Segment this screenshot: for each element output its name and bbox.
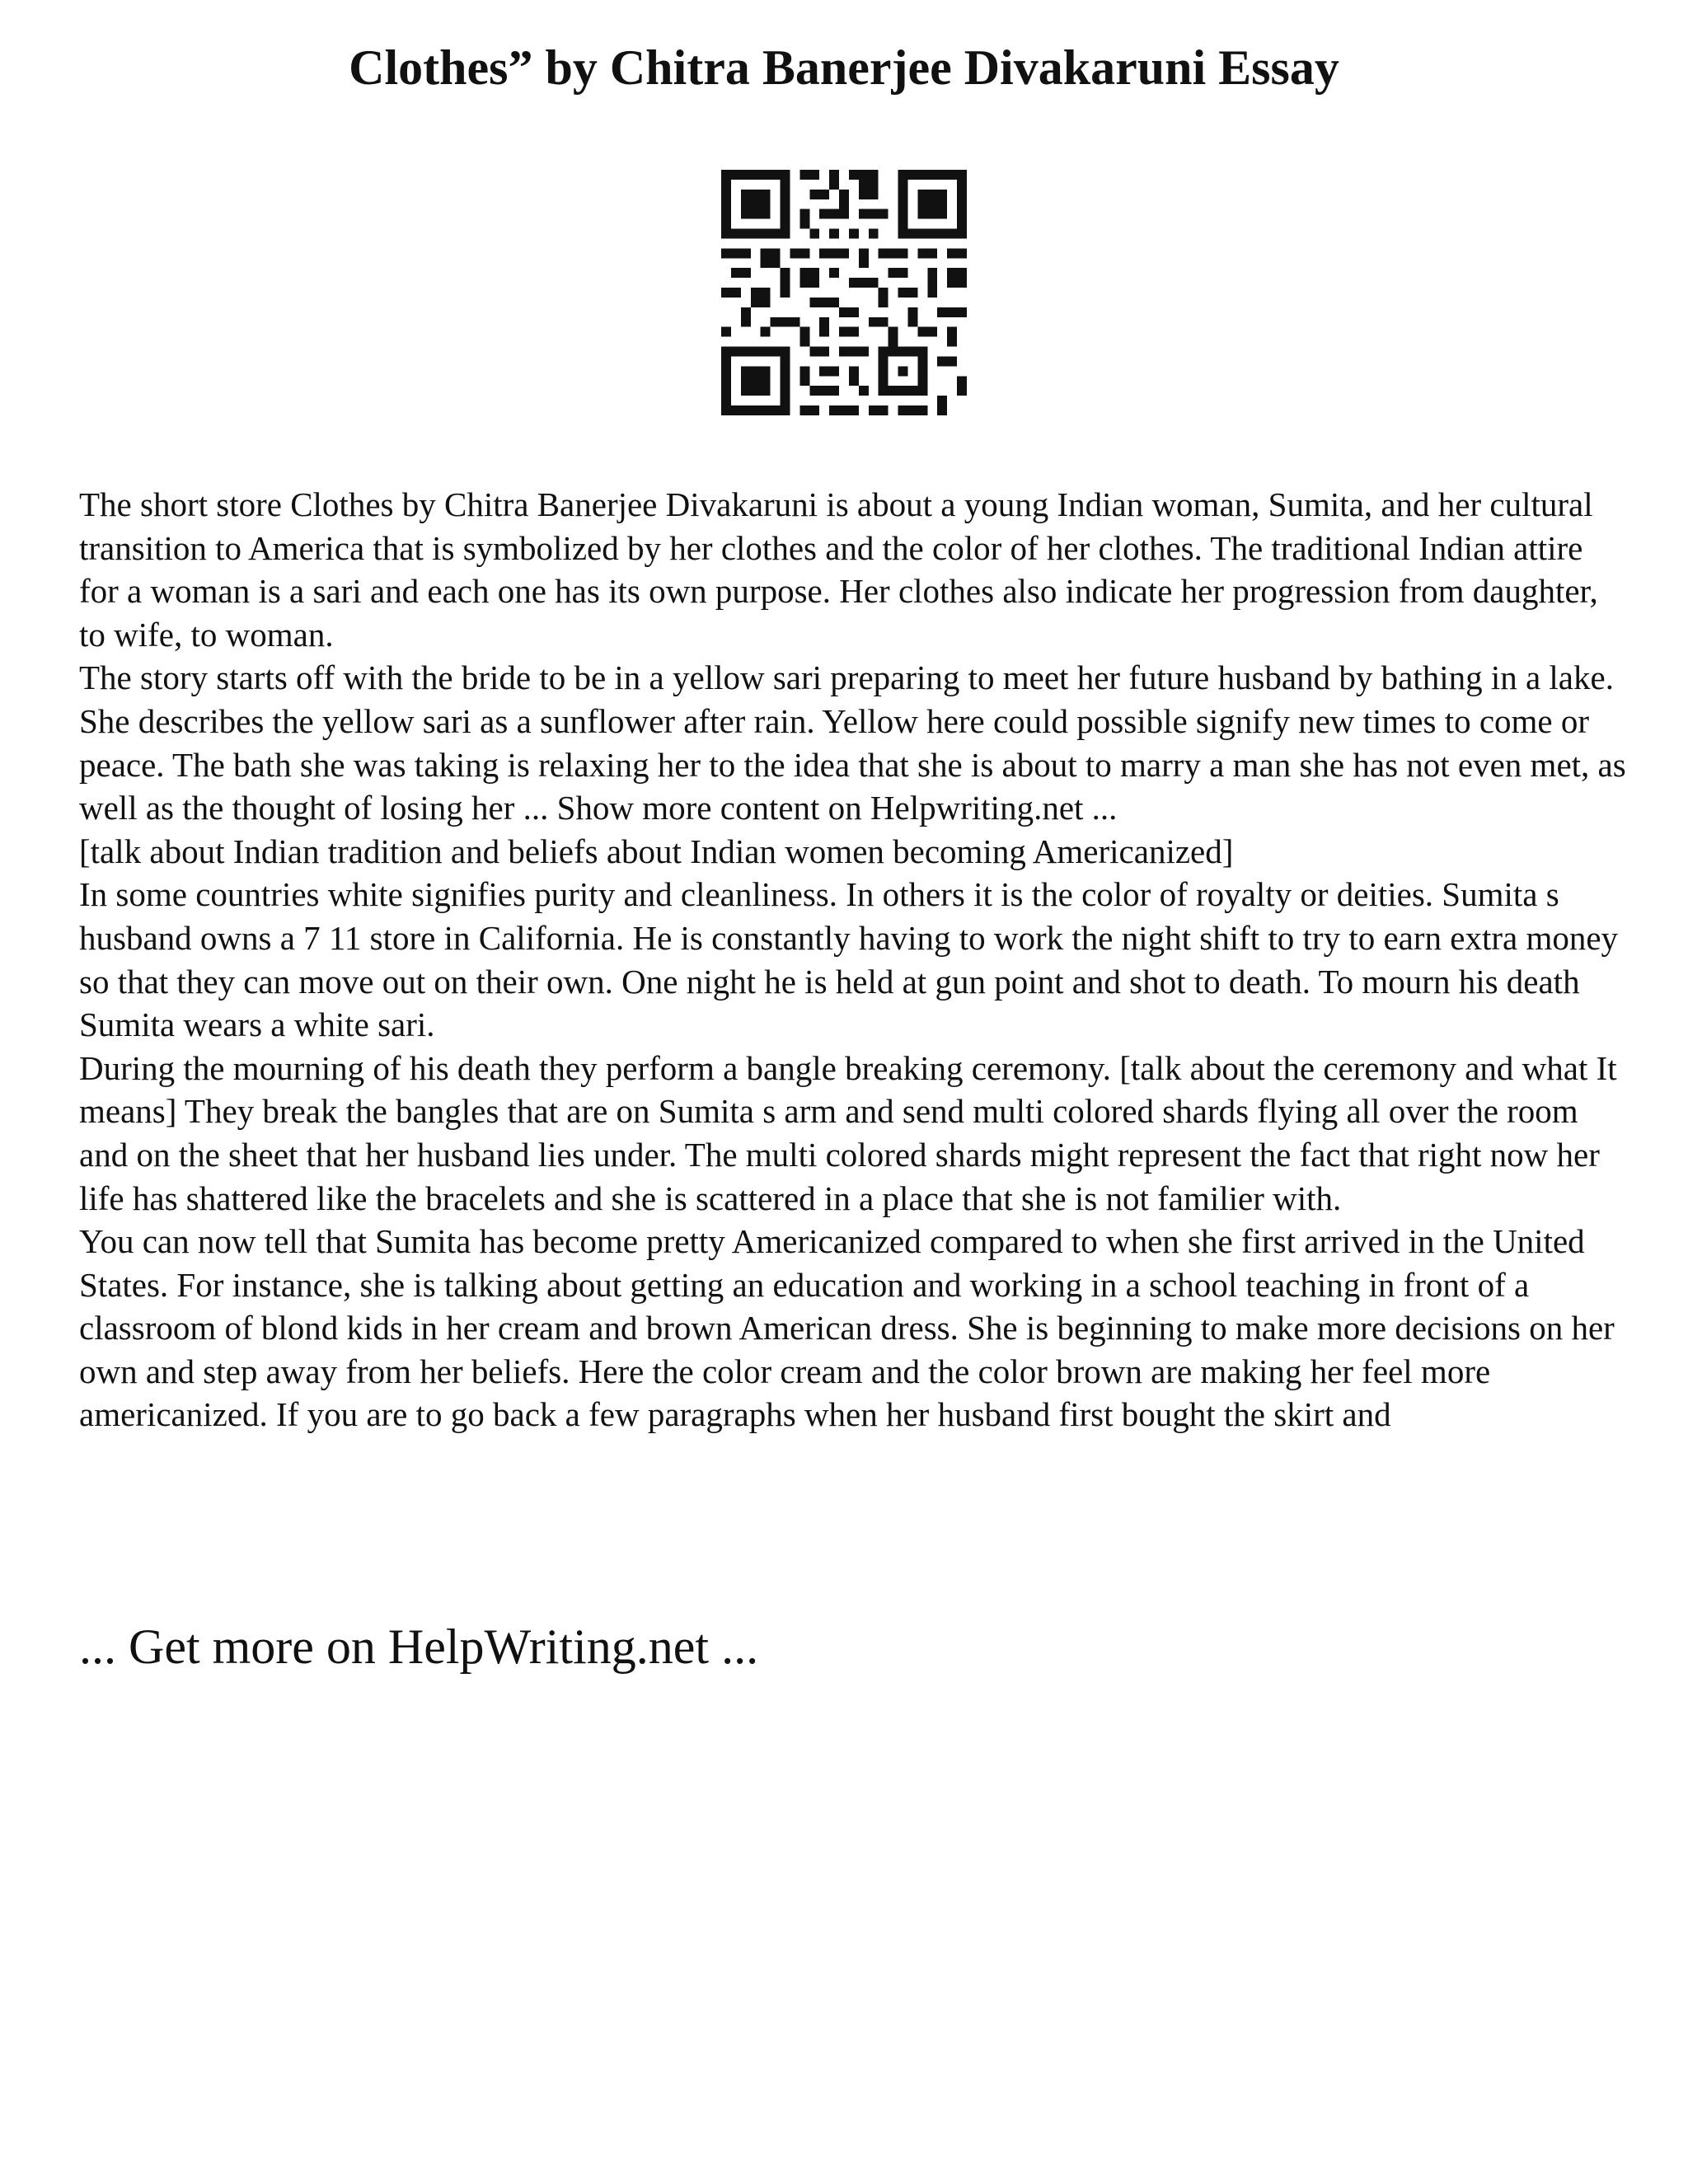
essay-paragraph-5: During the mourning of his death they perform a bangle breaking ceremony. [talk about the ceremony and what It means] They break the bangles that are on Sumita s arm and send multi colored shards flying all over the room and on the sheet that her husband lies under. The multi colored shards might represent the fact that right now her life has shattered like the bracelets and she is scattered in a place that she is not familier with. (79, 1048, 1617, 1217)
essay-paragraph-4: In some countries white signifies purity and cleanliness. In others it is the color of royalty or deities. Sumita s husband owns a 7 11 store in California. He is constantly having to work the night shift to try to earn extra money so that they can move out on their own. One night he is held at gun point and shot to death. To mourn his death Sumita wears a white sari. (79, 875, 1619, 1044)
essay-paragraph-1: The short store Clothes by Chitra Banerjee Divakaruni is about a young Indian woman, Sumita, and her cultural transition to America that is symbolized by her clothes and the color of her clothes. The traditional Indian attire for a woman is a sari and each one has its own purpose. Her clothes also indicate her progression from daughter, to wife, to woman. (79, 485, 1598, 654)
essay-body (79, 483, 1629, 1436)
get-more-link[interactable]: ... Get more on HelpWriting.net ... (79, 1619, 759, 1674)
essay-paragraph-3: [talk about Indian tradition and beliefs about Indian women becoming Americanized] (79, 832, 1234, 870)
document-title: Clothes” by Chitra Banerjee Divakaruni Essay (349, 40, 1339, 95)
essay-paragraph-6: You can now tell that Sumita has become pretty Americanized compared to when she first arrived in the United States. For instance, she is talking about getting an education and working in a school teaching in front of a classroom of blond kids in her cream and brown American dress. She is beginning to make more decisions on her own and step away from her beliefs. Here the color cream and the color brown are making her feel more americanized. If you are to go back a few paragraphs when her husband first bought the skirt and (79, 1222, 1615, 1434)
qr-code-icon (721, 170, 967, 415)
essay-paragraph-2: The story starts off with the bride to be in a yellow sari preparing to meet her future husband by bathing in a lake. She describes the yellow sari as a sunflower after rain. Yellow here could possible signify new times to come or peace. The bath she was taking is relaxing her to the idea that she is about to marry a man she has not even met, as well as the thought of losing her ... Show more content on Helpwriting.net ... (79, 658, 1626, 827)
